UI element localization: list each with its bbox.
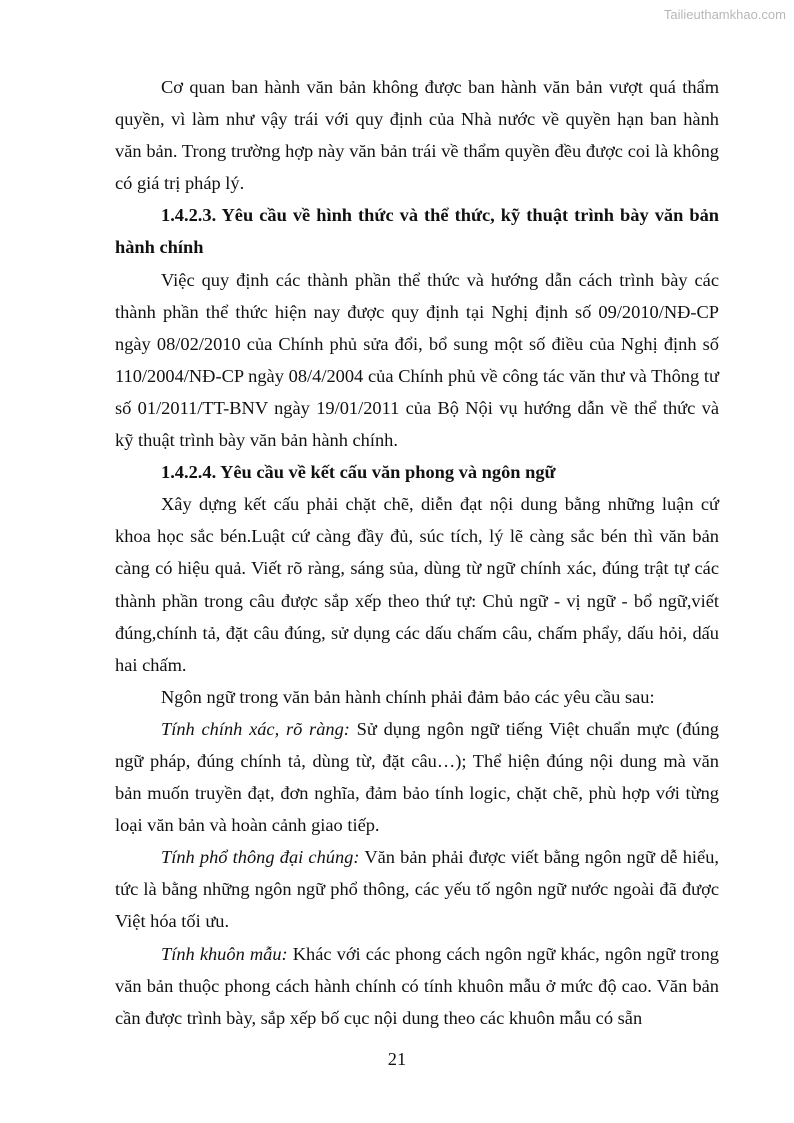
document-body [115, 71, 719, 1034]
watermark: Tailieuthamkhao.com [663, 7, 786, 22]
section-heading-1-4-2-4: 1.4.2.4. Yêu cầu về kết cấu văn phong và ngôn ngữ [161, 462, 556, 483]
term-popularity: Tính phổ thông đại chúng: [161, 847, 360, 868]
paragraph-template [115, 938, 719, 1034]
section-heading-1-4-2-3: 1.4.2.3. Yêu cầu về hình thức và thể thức, kỹ thuật trình bày văn bản hành chính [115, 205, 719, 258]
term-template: Tính khuôn mẫu: [161, 943, 288, 964]
paragraph-structure: Xây dựng kết cấu phải chặt chẽ, diễn đạt nội dung bằng những luận cứ khoa học sắc bén.Luật cứ càng đầy đủ, súc tích, lý lẽ càng sắc bén thì văn bản càng có hiệu quả. Viết rõ ràng, sáng sủa, dùng từ ngữ chính xác, đúng trật tự các thành phần trong câu được sắp xếp theo thứ tự: Chủ ngữ - vị ngữ - bổ ngữ,viết đúng,chính tả, đặt câu đúng, sử dụng các dấu chấm câu, chấm phẩy, dấu hỏi, dấu hai chấm. [115, 494, 719, 675]
page-number: 21 [387, 1049, 407, 1069]
paragraph-template-text: Khác với các phong cách ngôn ngữ khác, ngôn ngữ trong văn bản thuộc phong cách hành chính có tính khuôn mẫu ở mức độ cao. Văn bản cần được trình bày, sắp xếp bố cục nội dung theo các khuôn mẫu có sẵn [115, 943, 720, 1028]
term-precision: Tính chính xác, rõ ràng: [161, 718, 350, 739]
paragraph-popularity-text: Văn bản phải được viết bằng ngôn ngữ dễ hiểu, tức là bằng những ngôn ngữ phổ thông, các yếu tố ngôn ngữ nước ngoài đã được Việt hóa tối ưu. [115, 847, 719, 932]
paragraph-precision [115, 713, 719, 841]
paragraph-precision-text: Sử dụng ngôn ngữ tiếng Việt chuẩn mực (đúng ngữ pháp, đúng chính tả, dùng từ, đặt câu…); Thể hiện đúng nội dung mà văn bản muốn truyền đạt, đơn nghĩa, đảm bảo tính logic, chặt chẽ, phù hợp với từng loại văn bản và hoàn cảnh giao tiếp. [115, 718, 719, 836]
paragraph-format-regulations: Việc quy định các thành phần thể thức và hướng dẫn cách trình bày các thành phần thể thức hiện nay được quy định tại Nghị định số 09/2010/NĐ-CP ngày 08/02/2010 của Chính phủ sửa đổi, bổ sung một số điều của Nghị định số 110/2004/NĐ-CP ngày 08/4/2004 của Chính phủ về công tác văn thư và Thông tư số 01/2011/TT-BNV ngày 19/01/2011 của Bộ Nội vụ hướng dẫn về thể thức và kỹ thuật trình bày văn bản hành chính. [115, 269, 719, 451]
paragraph-language-intro: Ngôn ngữ trong văn bản hành chính phải đảm bảo các yêu cầu sau: [161, 686, 655, 707]
paragraph-authority: Cơ quan ban hành văn bản không được ban hành văn bản vượt quá thẩm quyền, vì làm như vậy trái với quy định của Nhà nước về quyền hạn ban hành văn bản. Trong trường hợp này văn bản trái về thẩm quyền đều được coi là không có giá trị pháp lý. [115, 77, 719, 194]
paragraph-popularity [115, 841, 719, 937]
